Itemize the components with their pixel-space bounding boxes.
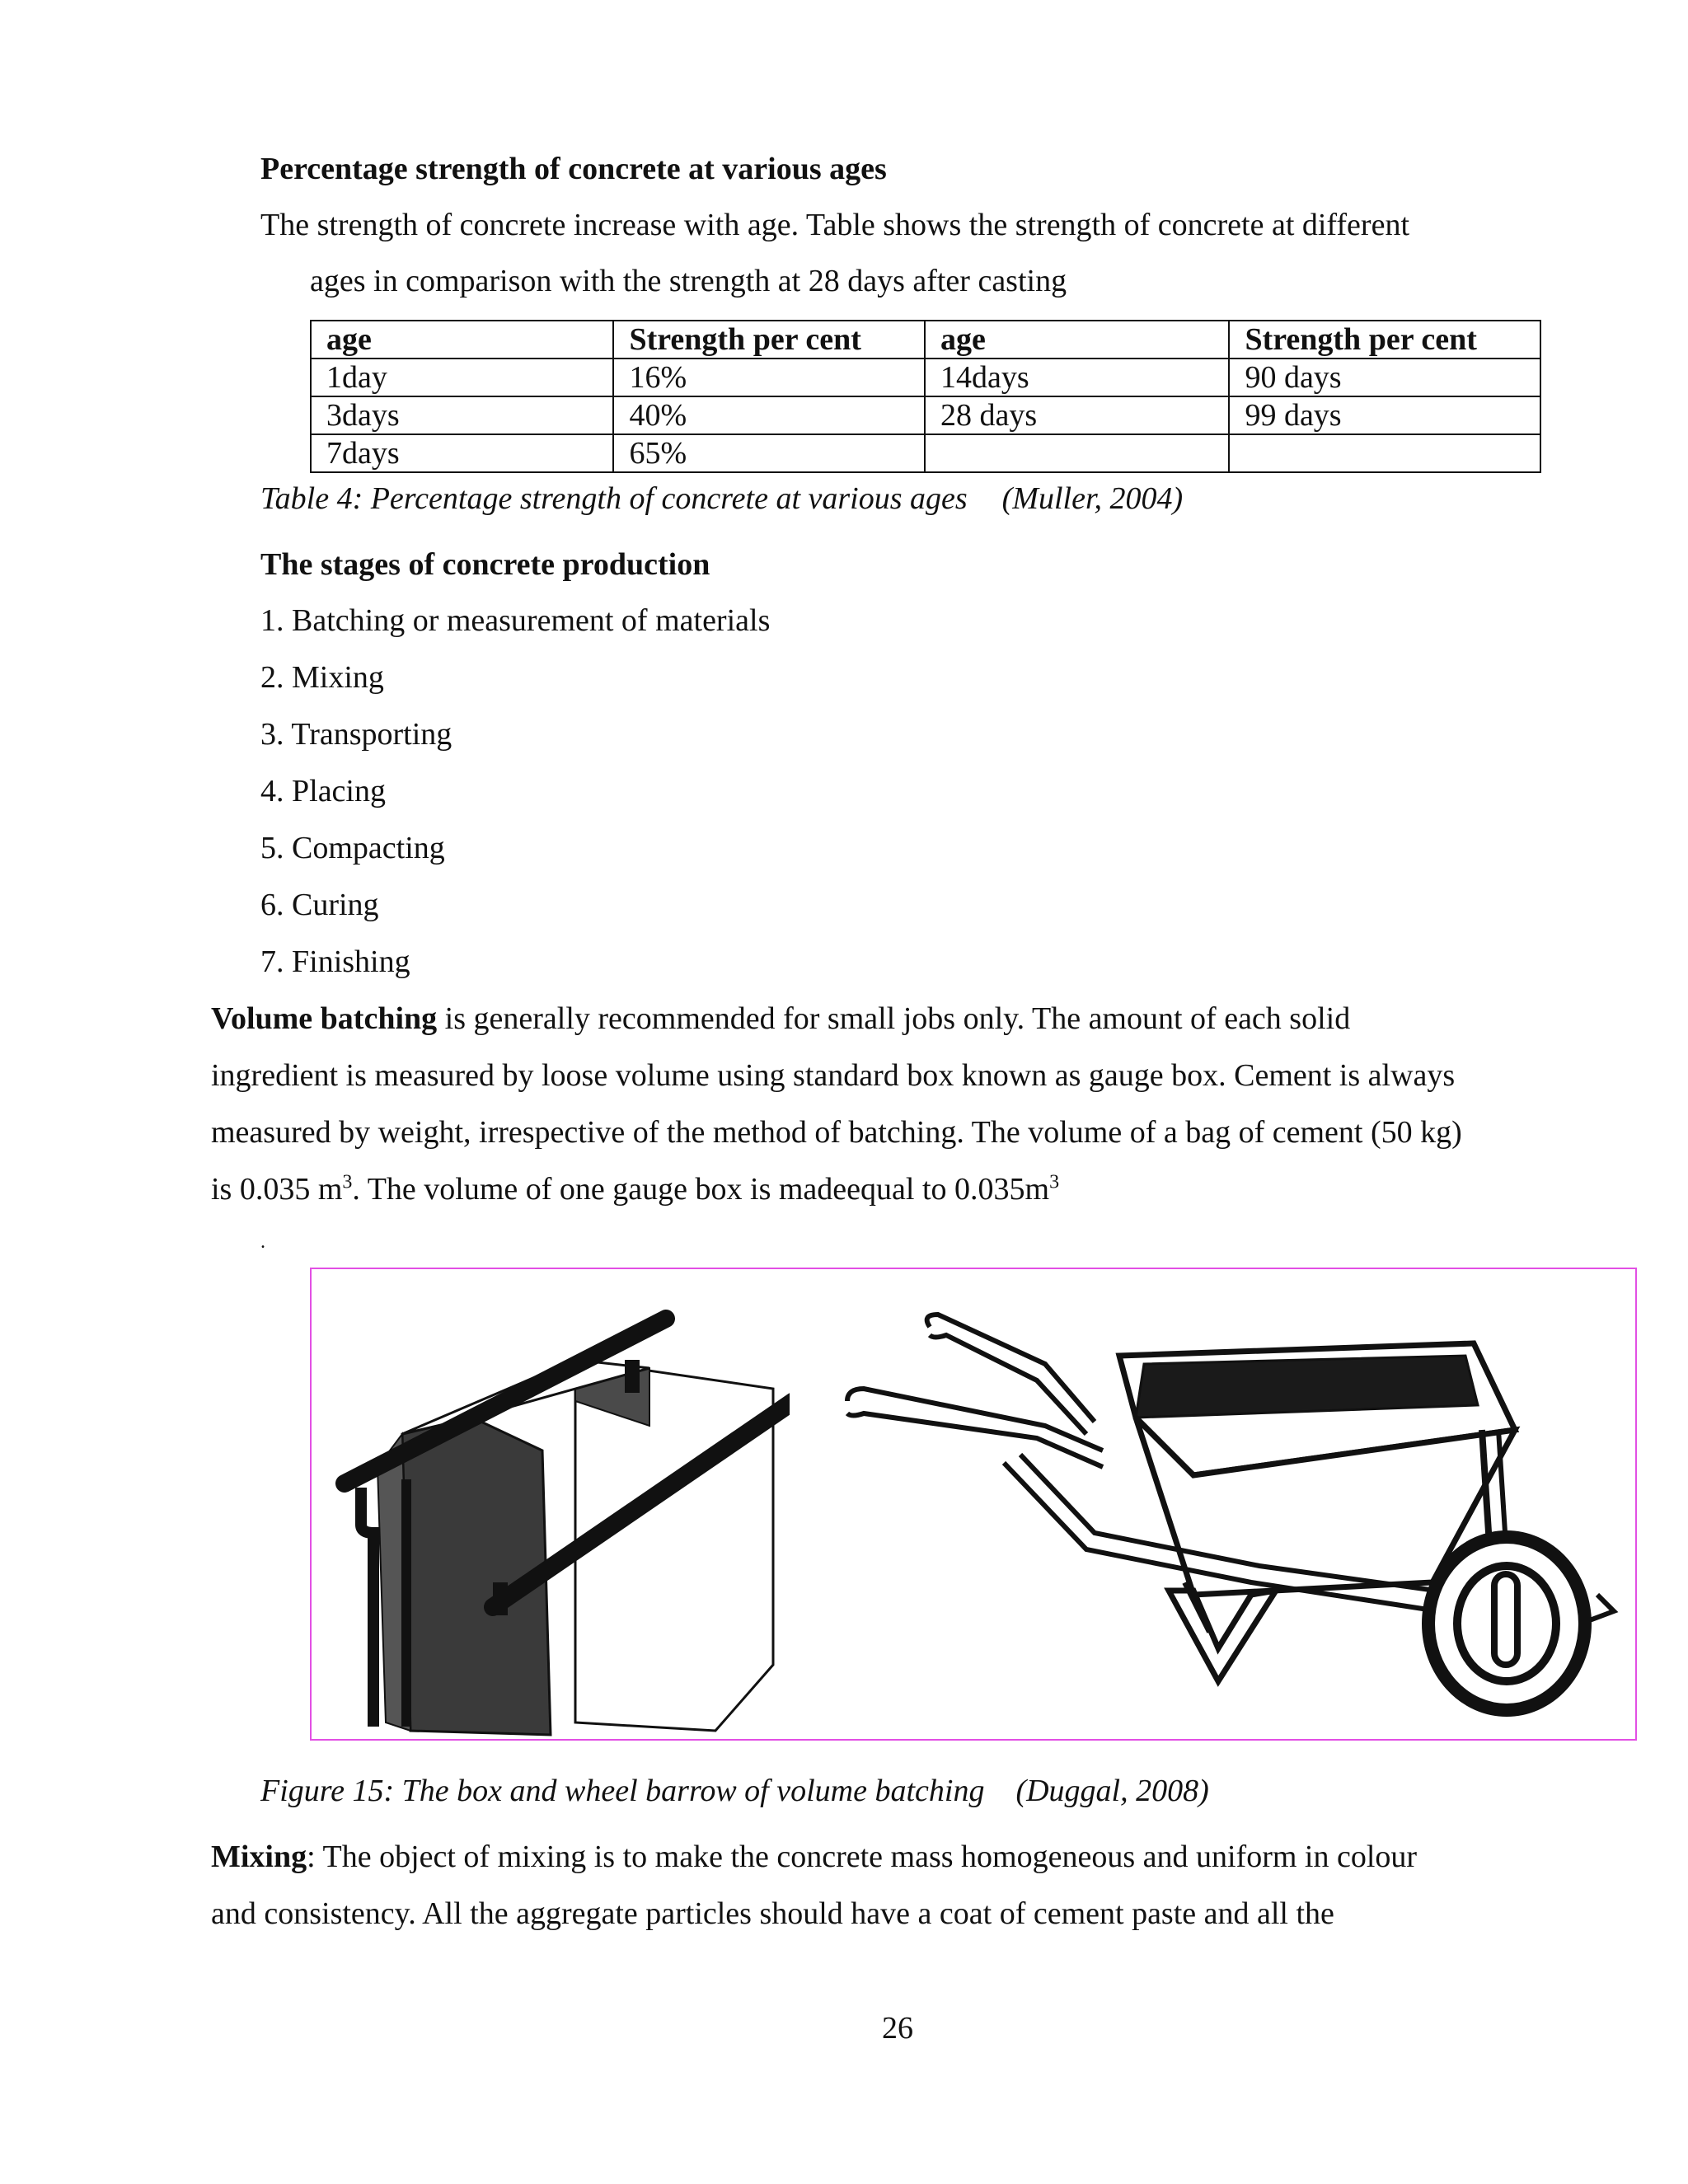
volume-text-a: is 0.035 m (211, 1172, 343, 1207)
wheelbarrow-illustration (839, 1310, 1630, 1739)
table-cell: 16% (613, 359, 925, 396)
volume-batching-term: Volume batching (211, 1001, 438, 1036)
table-cell (925, 434, 1229, 472)
volume-batching-line-3: measured by weight, irrespective of the method of batching. The volume of a bag of cement (50 kg) (211, 1115, 1462, 1150)
table-cell: 14days (925, 359, 1229, 396)
stray-dot: . (260, 1231, 265, 1253)
mixing-term: Mixing (211, 1840, 307, 1874)
table-cell: 90 days (1229, 359, 1540, 396)
table-header-cell: age (311, 321, 613, 359)
table-row (311, 396, 1540, 434)
mixing-text: : The object of mixing is to make the concrete mass homogeneous and uniform in colour (307, 1840, 1418, 1874)
table-cell (1229, 434, 1540, 472)
figure-frame (310, 1268, 1637, 1741)
table-header-cell: Strength per cent (1229, 321, 1540, 359)
volume-batching-line-2: ingredient is measured by loose volume using standard box known as gauge box. Cement is always (211, 1058, 1456, 1093)
superscript: 3 (1049, 1171, 1060, 1193)
superscript: 3 (342, 1171, 353, 1193)
table-cell: 28 days (925, 396, 1229, 434)
section-heading-strength: Percentage strength of concrete at various ages (260, 152, 887, 186)
volume-batching-line-1 (211, 1000, 1350, 1038)
list-item: 2. Mixing (260, 660, 384, 695)
list-item: 6. Curing (260, 888, 379, 922)
table-row (311, 359, 1540, 396)
table-cell: 3days (311, 396, 613, 434)
intro-paragraph-line-2: ages in comparison with the strength at 28 days after casting (310, 264, 1067, 298)
table-cell: 7days (311, 434, 613, 472)
list-item: 4. Placing (260, 774, 386, 808)
mixing-line-2: and consistency. All the aggregate particles should have a coat of cement paste and all the (211, 1896, 1334, 1931)
mixing-line-1 (211, 1838, 1417, 1876)
table-caption-source: (Muller, 2004) (1001, 481, 1184, 516)
table-header-cell: age (925, 321, 1229, 359)
page-number: 26 (882, 2011, 913, 2046)
table-caption (260, 480, 1183, 518)
volume-batching-line-4 (211, 1170, 1059, 1208)
table-caption-text: Table 4: Percentage strength of concrete at various ages (260, 481, 968, 516)
section-heading-stages: The stages of concrete production (260, 547, 710, 582)
volume-batching-text: is generally recommended for small jobs only. The amount of each solid (437, 1001, 1351, 1036)
table-row (311, 434, 1540, 472)
list-item: 1. Batching or measurement of materials (260, 603, 771, 638)
gauge-box-illustration (328, 1277, 790, 1739)
volume-text-b: . The volume of one gauge box is madeequal to 0.035m (352, 1172, 1050, 1207)
table-header-row (311, 321, 1540, 359)
list-item: 7. Finishing (260, 944, 410, 979)
intro-paragraph-line-1: The strength of concrete increase with age. Table shows the strength of concrete at different (260, 208, 1409, 242)
strength-table (310, 320, 1541, 473)
table-cell: 40% (613, 396, 925, 434)
list-item: 3. Transporting (260, 717, 452, 752)
figure-caption-text: Figure 15: The box and wheel barrow of volume batching (260, 1774, 985, 1808)
figure-caption (260, 1772, 1209, 1810)
table-cell: 99 days (1229, 396, 1540, 434)
figure-caption-source: (Duggal, 2008) (1015, 1774, 1209, 1808)
list-item: 5. Compacting (260, 831, 445, 865)
table-header-cell: Strength per cent (613, 321, 925, 359)
table-cell: 65% (613, 434, 925, 472)
table-cell: 1day (311, 359, 613, 396)
